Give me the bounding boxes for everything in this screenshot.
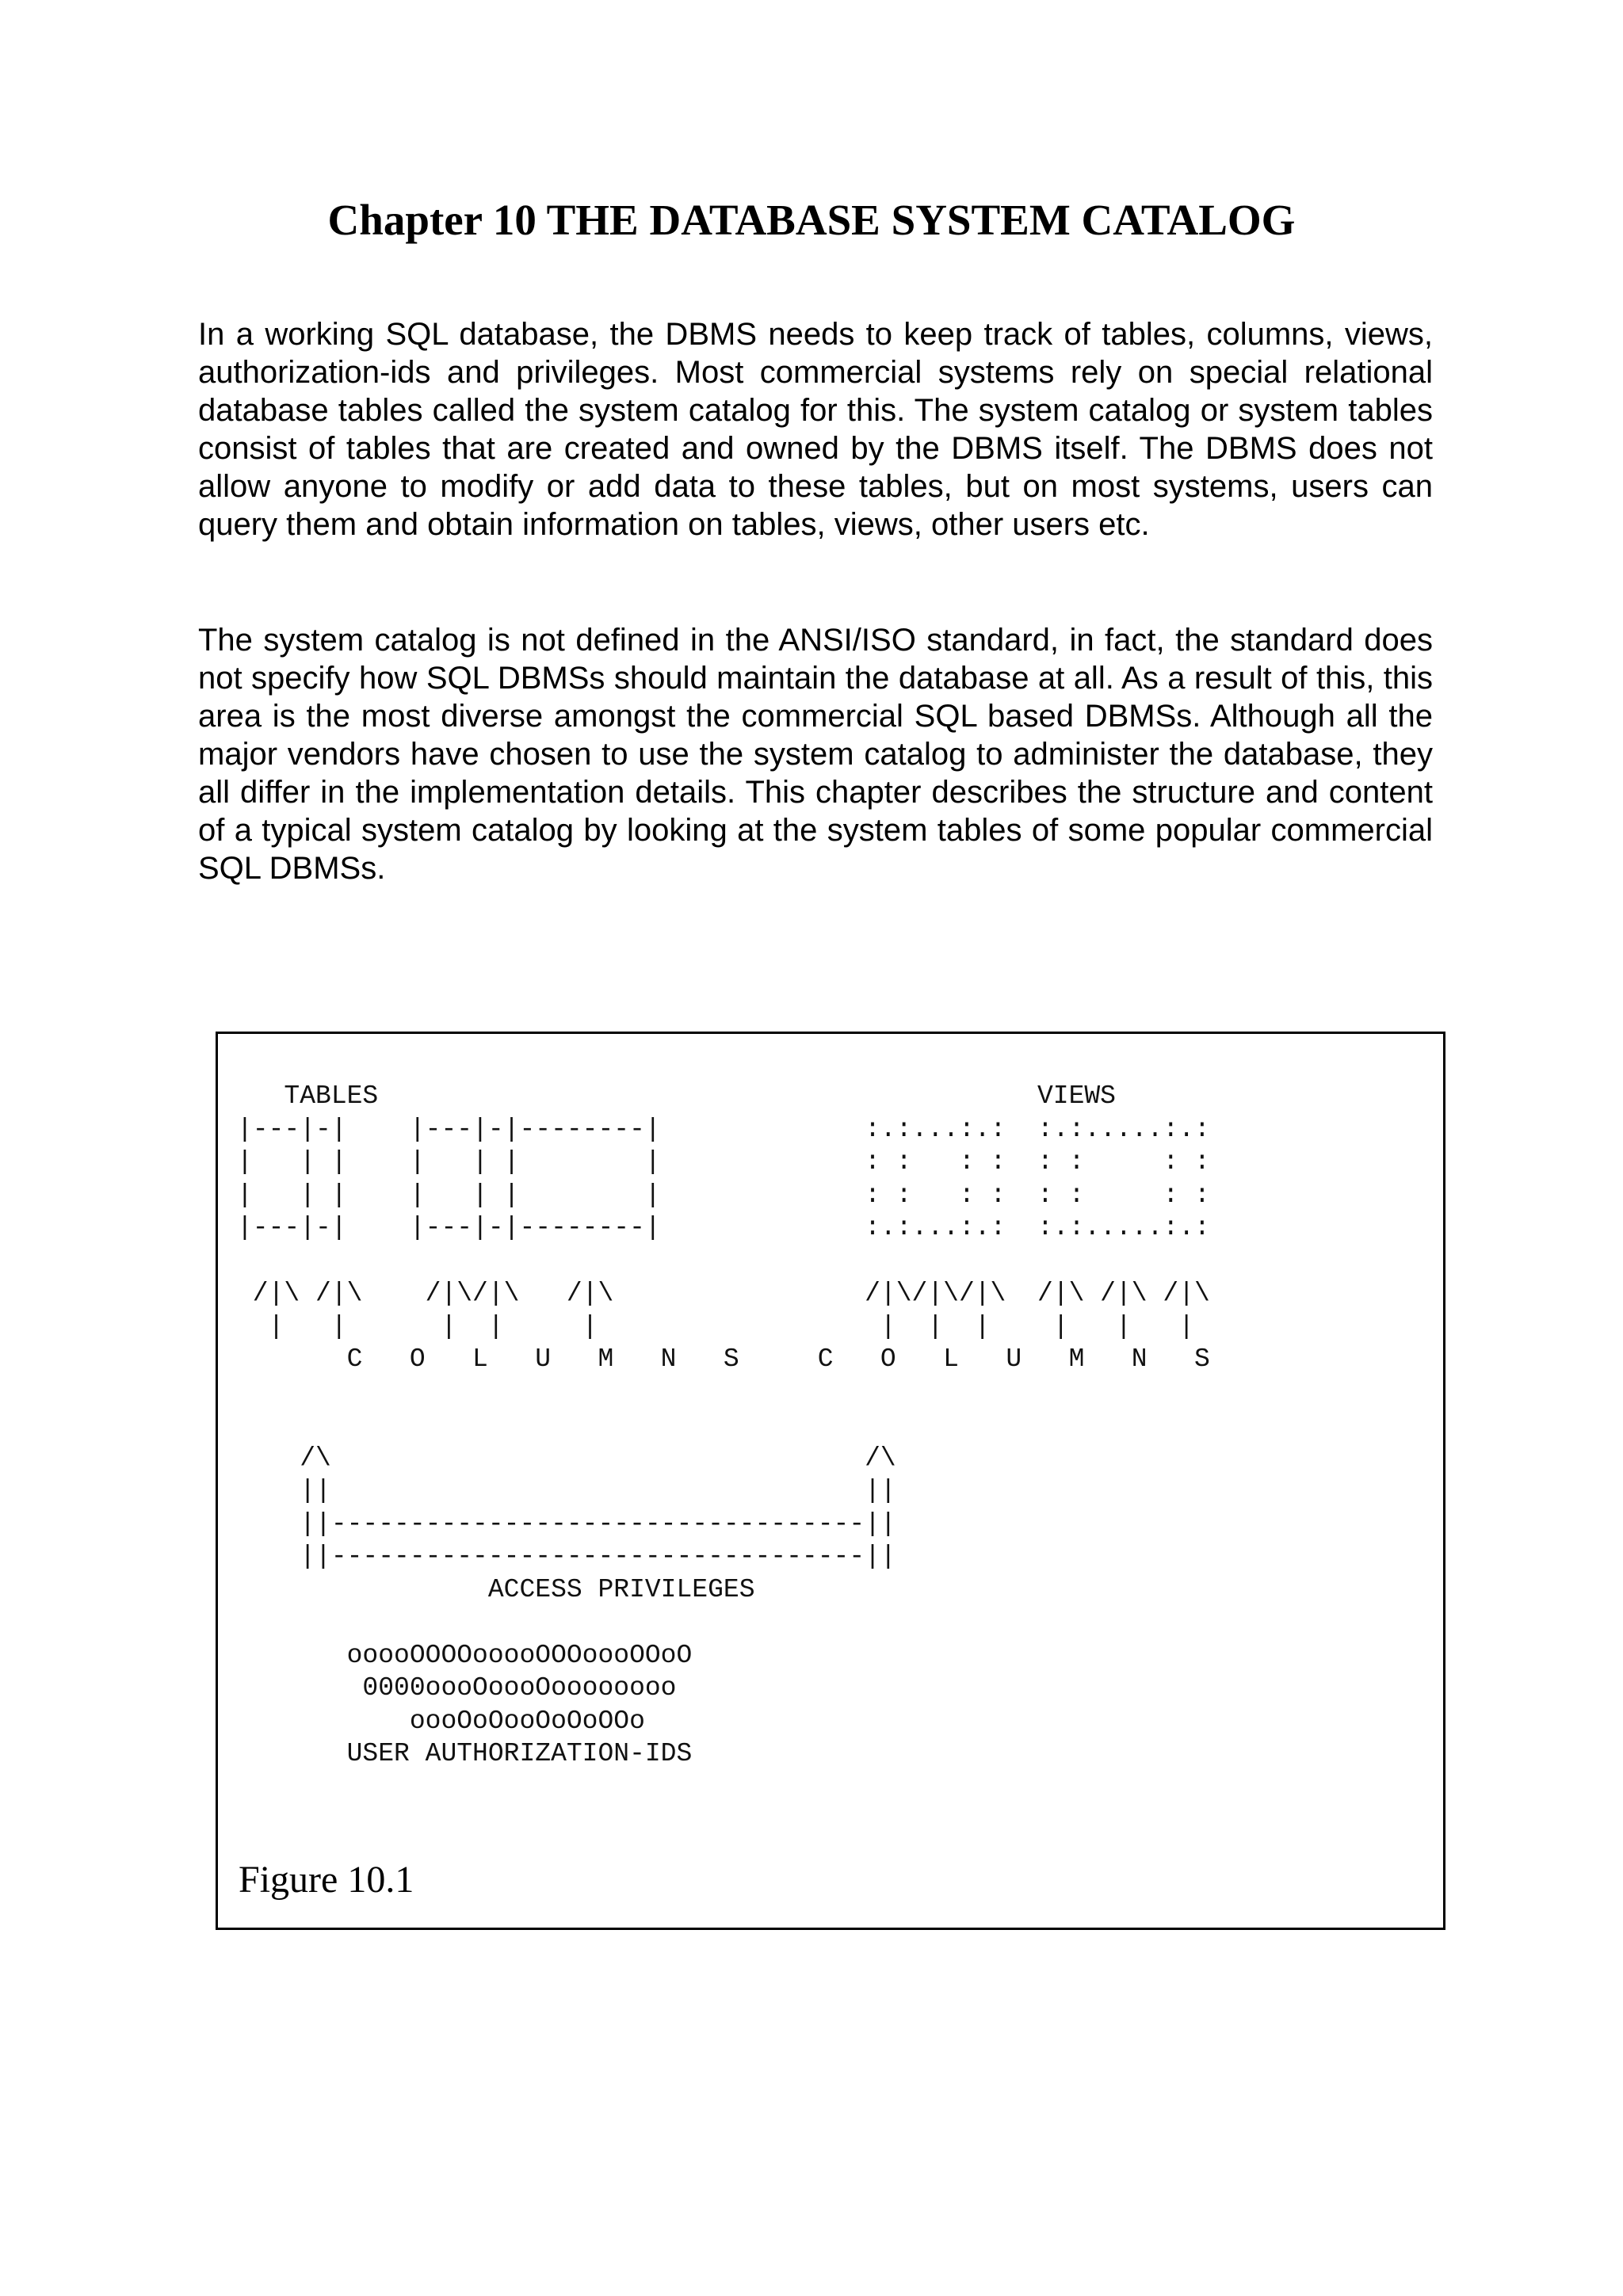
- paragraph-line: allow anyone to modify or add data to these tables, but on most systems, users can: [198, 469, 1433, 504]
- paragraph-line: SQL DBMSs.: [198, 851, 386, 886]
- paragraph-line: In a working SQL database, the DBMS needs to keep track of tables, columns, views,: [198, 317, 1433, 352]
- paragraph-line: area is the most diverse amongst the commercial SQL based DBMSs. Although all the: [198, 699, 1433, 734]
- figure-frame: [216, 1032, 1445, 1930]
- intro-paragraph: [198, 315, 1433, 543]
- paragraph-line: not specify how SQL DBMSs should maintain the database at all. As a result of this, this: [198, 661, 1433, 696]
- paragraph-line: database tables called the system catalog for this. The system catalog or system tables: [198, 393, 1433, 428]
- paragraph-line: major vendors have chosen to use the system catalog to administer the database, they: [198, 737, 1433, 772]
- standard-paragraph: [198, 621, 1433, 887]
- paragraph-line: consist of tables that are created and owned by the DBMS itself. The DBMS does not: [198, 431, 1433, 466]
- paragraph-line: authorization-ids and privileges. Most commercial systems rely on special relational: [198, 355, 1433, 390]
- paragraph-line: The system catalog is not defined in the ANSI/ISO standard, in fact, the standard does: [198, 623, 1433, 658]
- catalog-ascii-diagram: TABLES VIEWS |---|-| |---|-|--------| :.:...:.: :.:.....:.: | | | | | | | : : : : : : : : | | | | | | | : : : : : : : : |---|-| |---|-|--------| :.:...:.: :.:.....:.: /|\ /|\ /|\/|\ /|\ /|\/|\/|\ /|\ /|\ /|\ | | | | | | | | | | | C O L U M N S C O L U M N S /\ /\ || || ||----------------------------------|| ||----------------------------------|| ACCESS PRIVILEGES ooooOOOOooooOOOoooOOoO 0000oooOoooOoooooooo oooOoOooOoOoOOo USER AUTHORIZATION-IDS: [237, 1081, 1210, 1768]
- paragraph-line: of a typical system catalog by looking at the system tables of some popular commercial: [198, 813, 1433, 848]
- paragraph-line: all differ in the implementation details. This chapter describes the structure and content: [198, 775, 1433, 810]
- chapter-title: Chapter 10 THE DATABASE SYSTEM CATALOG: [327, 196, 1296, 244]
- paragraph-line: query them and obtain information on tables, views, other users etc.: [198, 507, 1150, 542]
- figure-caption: Figure 10.1: [239, 1859, 414, 1901]
